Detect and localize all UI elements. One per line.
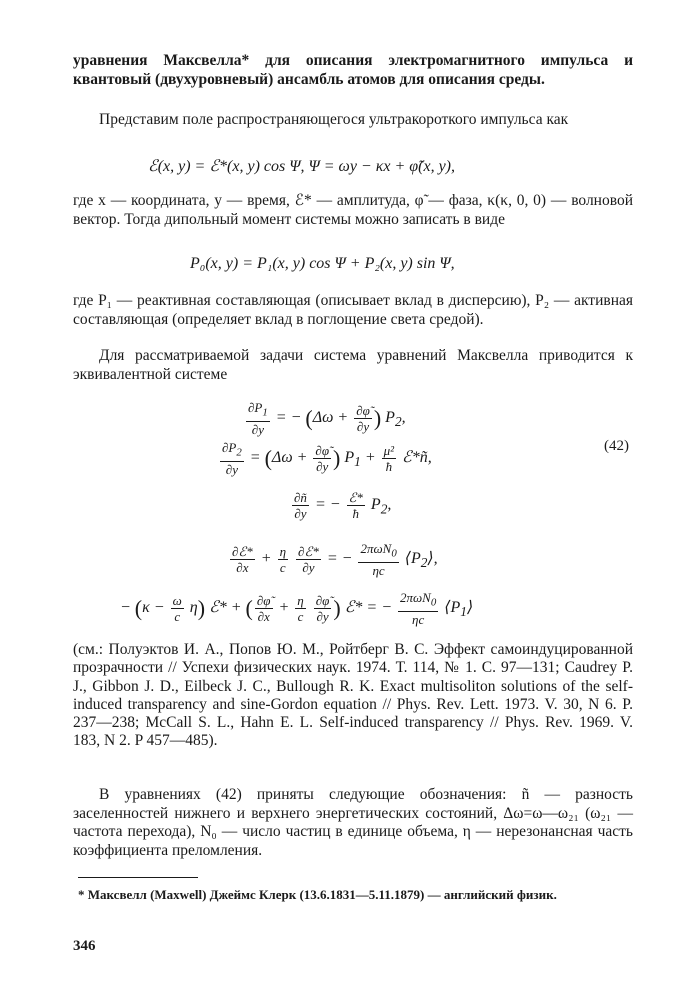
equation-line-2: $\frac{\partial P_2}{\partial y}$ = (Δω + $\frac{\partial\varphĩ}{\partial y}$ ) $P_1$ + $\frac{\text{μ²}}{ħ}$ ℰ*ñ, <box>222 440 432 477</box>
equation-number: (42) <box>604 438 629 454</box>
equation-line-5: − (κ − $\frac{\omega}{c}$ η) ℰ* + ( $\frac{\partial\varphĩ}{\partial x}$ + $\frac{\eta}{c}$ $\frac{\partial\varphĩ}{\partial y}$ ) ℰ* = − $\frac{2\pi\omega N_0}{\eta c}$ $⟨P_1⟩$ <box>120 590 474 627</box>
paragraph-field: Представим поле распространяющегося ультракороткого импульса как <box>99 111 569 128</box>
paragraph-intro: уравнения Максвелла* для описания электромагнитного импульса и квантовый (двухуровневый) ансамбль атомов для описания среды. <box>73 52 633 88</box>
paragraph-system: Для рассматриваемой задачи система уравнений Максвелла приводится к эквивалентной системе <box>73 347 633 383</box>
equation-line-4: $\frac{\text{∂ℰ*}}{\partial x}$ + $\frac{\eta}{c}$ $\frac{\text{∂ℰ*}}{\partial y}$ = − $\frac{2\pi\omega N_0}{\eta c}$ $⟨P_2⟩$, <box>232 541 438 578</box>
paragraph-definitions: где x — координата, y — время, ℰ* — амплитуда, φ̃ — фаза, κ(κ, 0, 0) — волновой вектор. Тогда дипольный момент системы можно записать в виде <box>73 192 633 228</box>
paragraph-references: (см.: Полуэктов И. А., Попов Ю. М., Ройтберг В. С. Эффект самоиндуцированной прозрачности // Успехи физических наук. 1974. Т. 114, № 1. С. 97—131; Caudrey P. J., Gibbon J. D., Eilbeck J. C., Bullough R. K. Exact multisoliton solutions of the self-induced transparency and sine-Gordon equation // Phys. Rev. Lett. 1973. V. 30, N 6. P. 237—238; McCall S. L., Hahn E. L. Self-induced transparency // Phys. Rev. 1969. V. 183, N 2. P 457—485). <box>73 641 633 750</box>
equation-dipole: P₀(x, y) = P₁(x, y) cos Ψ + P₂(x, y) sin Ψ, <box>190 255 455 272</box>
equation-line-3: $\frac{\partial ñ}{\partial y}$ = − $\frac{\text{ℰ*}}{ħ}$ $P_2$, <box>294 490 392 521</box>
footnote: * Максвелл (Maxwell) Джеймс Клерк (13.6.1831—5.11.1879) — английский физик. <box>78 887 557 902</box>
footnote-divider <box>78 877 198 878</box>
paragraph-notation: В уравнениях (42) приняты следующие обозначения: ñ — разность заселенностей нижнего и верхнего энергетических состояний, Δω=ω—ω₂₁ (ω₂₁ — частота перехода), N₀ — число частиц в единице объема, η — нерезонансная часть коэффициента преломления. <box>73 786 633 859</box>
page-number: 346 <box>73 938 96 954</box>
equation-field: ℰ(x, y) = ℰ*(x, y) cos Ψ, Ψ = ωy − κx + φ̃(x, y), <box>148 158 455 175</box>
paragraph-components: где P₁ — реактивная составляющая (описывает вклад в дисперсию), P₂ — активная составляющая (определяет вклад в поглощение света средой). <box>73 292 633 328</box>
equation-line-1: $\frac{\partial P_1}{\partial y}$ = − (Δω + $\frac{\partial\varphĩ}{\partial y}$ ) $P_2$, <box>248 400 406 437</box>
